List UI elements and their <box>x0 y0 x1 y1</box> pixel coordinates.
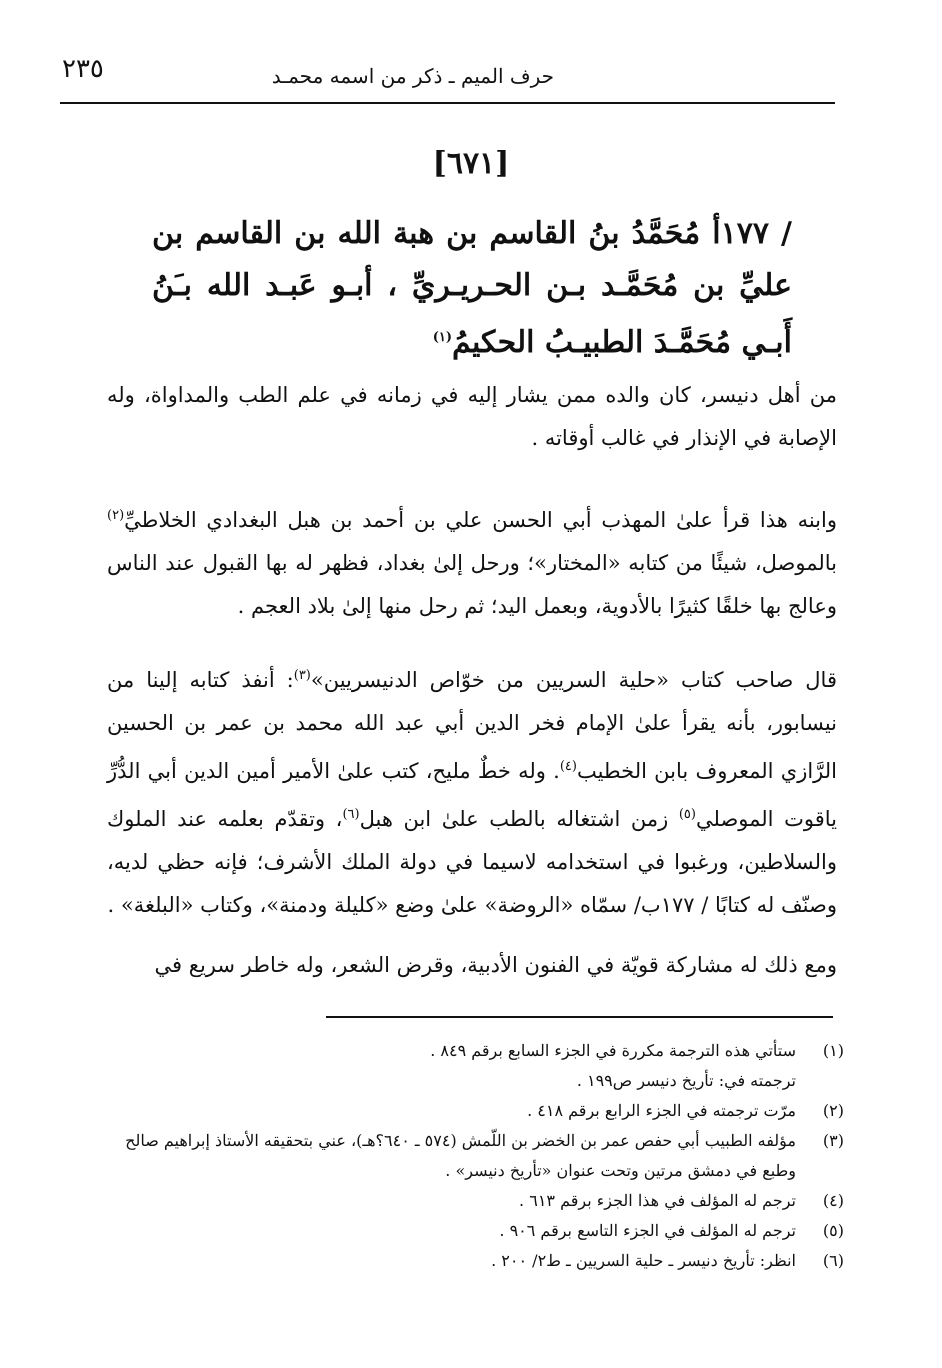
page-header <box>62 50 834 100</box>
footnote <box>99 1096 844 1126</box>
footnote-ref: (٦) <box>342 807 360 822</box>
footnote-text: ترجمته في: تأريخ دنيسر ص١٩٩ . <box>576 1071 796 1090</box>
footnote <box>99 1186 844 1216</box>
footnote <box>99 1036 844 1066</box>
paragraph-text: وابنه هذا قرأ علىٰ المهذب أبي الحسن علي بن أحمد بن هبل البغدادي الخلاطيِّ <box>124 508 837 532</box>
footnote <box>99 1066 844 1096</box>
footnote <box>99 1246 844 1276</box>
paragraph-2 <box>107 494 837 628</box>
footnote-text: انظر: تأريخ دنيسر ـ حلية السريين ـ ط٢/ ٢٠٠ . <box>491 1251 796 1270</box>
footnote-ref: (١) <box>432 330 452 345</box>
paragraph-text: من أهل دنيسر، كان والده ممن يشار إليه في زمانه في علم الطب والمداواة، وله الإصابة في الإنذار في غالب أوقاته . <box>107 383 837 450</box>
paragraph-text: قال صاحب كتاب «حلية السريين من خوّاص الدنيسريين» <box>310 668 837 692</box>
paragraph-text: بالموصل، شيئًا من كتابه «المختار»؛ ورحل إلىٰ بغداد، فظهر له بها القبول عند الناس وعالج بها خلقًا كثيرًا بالأدوية، وبعمل اليد؛ ثم رحل منها إلىٰ بلاد العجم . <box>107 551 837 618</box>
paragraph-4 <box>107 944 837 987</box>
paragraph-text: زمن اشتغاله بالطب علىٰ ابن هبل <box>359 807 679 831</box>
footnote-text: مؤلفه الطبيب أبي حفص عمر بن الخضر بن اللّمش (٥٧٤ ـ ٦٤٠؟هـ)، عني بتحقيقه الأستاذ إبراهيم صالح وطبع في دمشق مرتين وتحت عنوان «تأريخ دنيسر» . <box>125 1131 796 1180</box>
footnote-text: ستأتي هذه الترجمة مكررة في الجزء السابع برقم ٨٤٩ . <box>430 1041 796 1060</box>
footnotes <box>99 1036 844 1276</box>
footnote-ref: (٤) <box>559 759 577 774</box>
footnote-ref: (٢) <box>107 508 125 523</box>
footnote-number: (٥) <box>822 1221 844 1240</box>
footnote-number: (٦) <box>822 1251 844 1270</box>
footnote-ref: (٥) <box>678 807 696 822</box>
header-rule <box>60 102 835 104</box>
footnote-rule <box>326 1016 833 1018</box>
footnote <box>99 1126 844 1186</box>
paragraph-3 <box>107 654 837 927</box>
paragraph-text: ومع ذلك له مشاركة قويّة في الفنون الأدبية، وقرض الشعر، وله خاطر سريع في <box>154 953 837 977</box>
footnote-ref: (٣) <box>293 668 311 683</box>
footnote-text: ترجم له المؤلف في هذا الجزء برقم ٦١٣ . <box>519 1191 796 1210</box>
entry-number: [٦٧١] <box>432 146 510 181</box>
footnote-number: (٣) <box>822 1131 844 1150</box>
entry-heading <box>152 208 792 369</box>
page-number: ٢٣٥ <box>62 54 104 84</box>
footnote-number: (٢) <box>822 1101 844 1120</box>
paragraph-1 <box>107 374 837 460</box>
footnote-text: مرّت ترجمته في الجزء الرابع برقم ٤١٨ . <box>527 1101 796 1120</box>
entry-heading-text: / ١٧٧أ مُحَمَّدُ بنُ القاسم بن هبة الله بن القاسم بن عليِّ بن مُحَمَّـد بـن الحـريـريِّ ، أبـو عَبـد الله بـَنُ أَبـي مُحَمَّـدَ الطبيـبُ الحكيمُ <box>152 216 792 360</box>
footnote-text: ترجم له المؤلف في الجزء التاسع برقم ٩٠٦ . <box>499 1221 796 1240</box>
paragraph-text: ، وتقدّم بعلمه عند الملوك والسلاطين، ورغبوا في استخدامه لاسيما في دولة الملك الأشرف؛ فإنه حظي لديه، وصنّف له كتابًا / ١٧٧ب/ سمّاه «الروضة» علىٰ وضع «كليلة ودمنة»، وكتاب «البلغة» . <box>107 807 837 917</box>
running-title: حرف الميم ـ ذكر من اسمه محمـد <box>271 64 554 88</box>
paragraph-text: . وله خطٌ مليح، كتب علىٰ الأمير أمين الدين أبي الدُّرِّ ياقوت الموصلي <box>107 759 837 831</box>
paragraph-text: : أنفذ كتابه إلينا من نيسابور، بأنه يقرأ علىٰ الإمام فخر الدين أبي عبد الله محمد بن عمر بن الحسين الرَّازي المعروف بابن الخطيب <box>107 668 837 783</box>
footnote-number: (١) <box>822 1041 844 1060</box>
footnote <box>99 1216 844 1246</box>
footnote-number: (٤) <box>822 1191 844 1210</box>
